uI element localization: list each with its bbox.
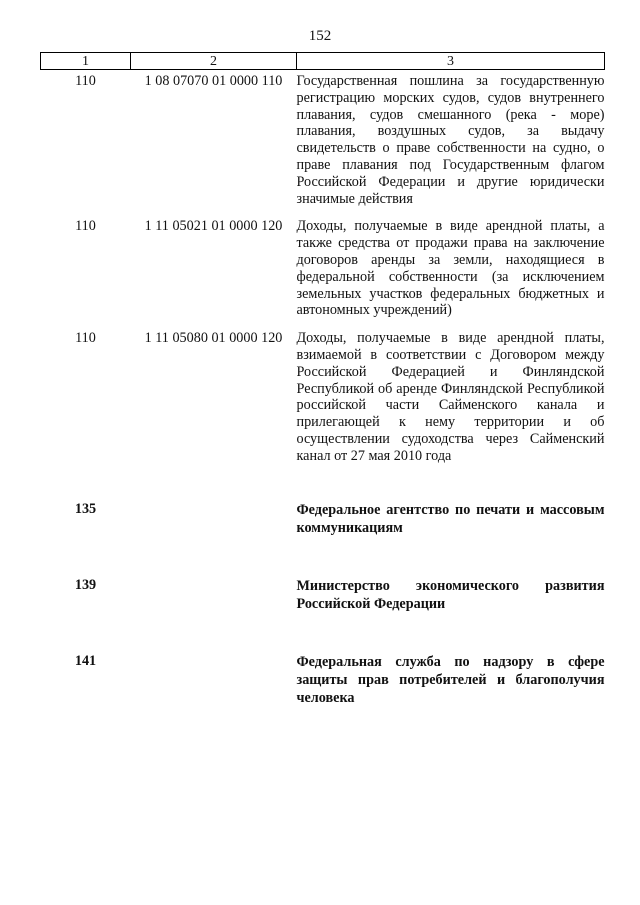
column-header-1: 1 (41, 53, 131, 70)
agency-name: Федеральное агентство по печати и массовым коммуникациям (296, 501, 605, 536)
revenue-description: Доходы, получаемые в виде арендной платы, а также средства от продажи права на заключение договоров аренды за земли, находящиеся в федеральной собственности (за исключением земельных участков федеральных бюджетных и автономных учреждений) (296, 218, 605, 319)
revenue-administrators-table (40, 52, 605, 747)
admin-code: 110 (75, 330, 96, 347)
table-row (41, 327, 605, 472)
agency-name: Федеральная служба по надзору в сфере защиты прав потребителей и благополучия человека (296, 653, 605, 706)
revenue-description: Доходы, получаемые в виде арендной платы, взимаемой в соответствии с Договором между Российской Федерацией и Финляндской Республикой об аренде Финляндской Республикой российской части Сайменского канала и прилегающей к нему территории и об осуществлении судоходства через Сайменский канал от 27 мая 2010 года (296, 330, 605, 464)
agency-code: 141 (74, 652, 97, 669)
column-header-3: 3 (297, 53, 605, 70)
column-number-row (41, 53, 605, 70)
agency-code: 135 (74, 500, 97, 517)
empty-cell (131, 577, 297, 653)
table-row (41, 215, 605, 327)
revenue-description: Государственная пошлина за государственную регистрацию морских судов, судов внутреннего плавания, судов смешанного (река - море) плавания, воздушных судов, за выдачу свидетельств о праве собственности на судно, о праве плавания под Государственным флагом Российской Федерации и другие юридически значимые действия (296, 73, 605, 207)
admin-code: 110 (75, 218, 96, 235)
table-row (41, 70, 605, 216)
table-header (41, 53, 605, 70)
budget-classification-code: 1 08 07070 01 0000 110 (144, 73, 283, 89)
agency-row (41, 653, 605, 747)
agency-row (41, 577, 605, 653)
empty-cell (131, 653, 297, 747)
budget-classification-code: 1 11 05021 01 0000 120 (144, 218, 283, 235)
agency-row (41, 473, 605, 577)
empty-cell (131, 473, 297, 577)
budget-classification-code: 1 11 05080 01 0000 120 (144, 330, 283, 347)
admin-code: 110 (75, 73, 96, 89)
agency-name: Министерство экономического развития Российской Федерации (296, 577, 605, 612)
page-number: 152 (308, 28, 332, 44)
agency-code: 139 (74, 576, 97, 593)
column-header-2: 2 (131, 53, 297, 70)
